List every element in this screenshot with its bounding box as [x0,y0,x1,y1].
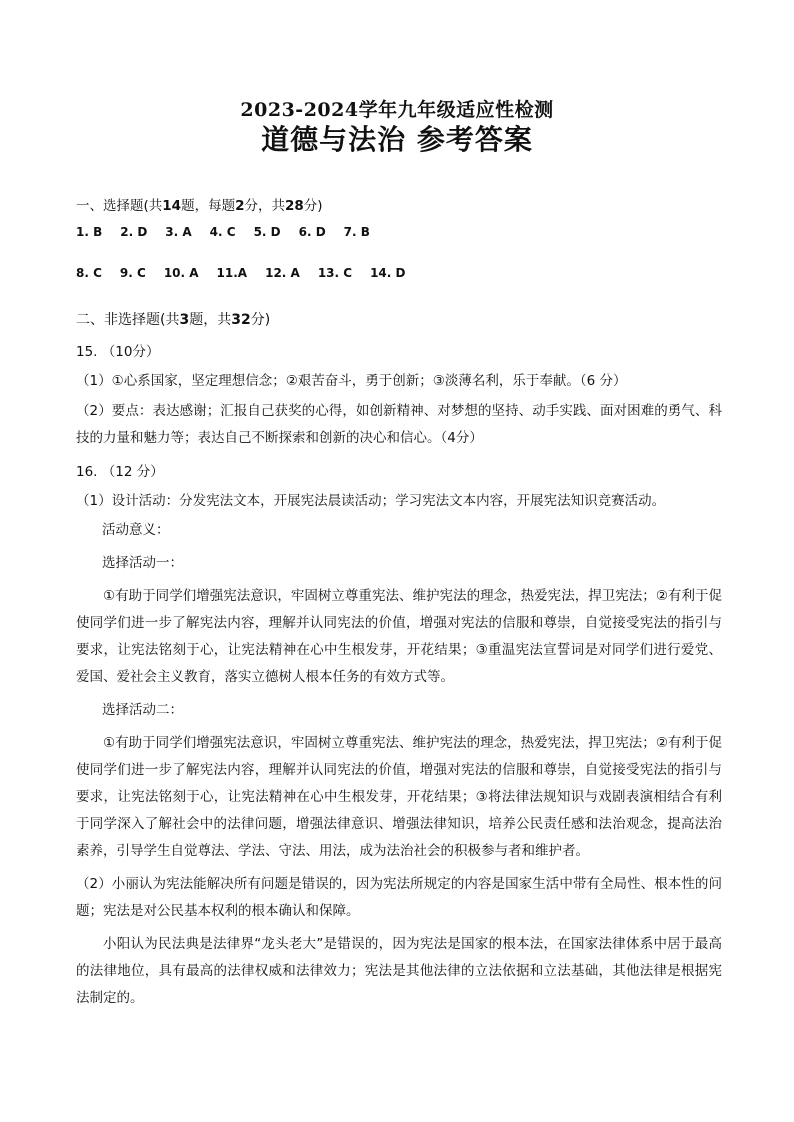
choice-answers-row-2 [76,264,722,283]
q15-part1: （1）①心系国家，坚定理想信念；②艰苦奋斗，勇于创新；③淡薄名利，乐于奉献。（6 分） [76,372,627,389]
answer-item: 8. C [76,265,102,280]
section1-heading: 一、选择题(共14题，每题2分，共28分) [76,198,323,214]
answer-item: 7. B [343,224,370,239]
answer-item: 13. C [317,265,353,280]
q16-number: 16. （12 分） [76,463,164,480]
answer-item: 6. D [298,224,326,239]
q16-option1-body: ①有助于同学们增强宪法意识，牢固树立尊重宪法、维护宪法的理念，热爱宪法，捍卫宪法；②有利于促使同学们进一步了解宪法内容，理解并认同宪法的价值，增强对宪法的信服和尊崇，自觉接受宪法的指引与要求，让宪法铭刻于心，让宪法精神在心中生根发芽，开花结果；③重温宪法宣誓词是对同学们进行爱党、爱国、爱社会主义教育，落实立德树人根本任务的有效方式等。 [76,588,722,686]
exam-year-title: 2023-2024学年九年级适应性检测 [240,99,554,121]
answer-item: 5. D [253,224,281,239]
q16-part2: （2）小丽认为宪法能解决所有问题是错误的，因为宪法所规定的内容是国家生活中带有全局性、根本性的问题；宪法是对公民基本权利的根本确认和保障。 [76,876,722,920]
choice-answers-row-1 [76,223,722,242]
q16-part1: （1）设计活动：分发宪法文本，开展宪法晨读活动；学习宪法文本内容，开展宪法知识竞赛活动。 [76,492,666,509]
answer-content [76,196,722,1012]
answer-item: 1. B [76,224,103,239]
answer-item: 11.A [216,265,248,280]
q16-option1-title: 选择活动一： [102,555,183,572]
q16-part3: 小阳认为民法典是法律界“龙头老大”是错误的，因为宪法是国家的根本法，在国家法律体系中居于最高的法律地位，具有最高的法律权威和法律效力；宪法是其他法律的立法依据和立法基础，其他法律是根据宪法制定的。 [76,936,722,1007]
answer-item: 12. A [265,265,300,280]
q15-part2: （2）要点：表达感谢；汇报自己获奖的心得，如创新精神、对梦想的坚持、动手实践、面对困难的勇气、科技的力量和魅力等；表达自己不断探索和创新的决心和信心。（4分） [76,402,722,446]
exam-subject-title: 道德与法治 参考答案 [261,123,533,156]
answer-item: 14. D [370,265,406,280]
answer-item: 10. A [163,265,199,280]
q15-number: 15. （10分） [76,343,160,360]
q16-meaning-label: 活动意义： [102,522,170,539]
answer-item: 9. C [119,265,146,280]
answer-item: 3. A [165,224,192,239]
answer-item: 2. D [120,224,148,239]
q16-option2-body: ①有助于同学们增强宪法意识，牢固树立尊重宪法、维护宪法的理念，热爱宪法，捍卫宪法；②有利于促使同学们进一步了解宪法内容，理解并认同宪法的价值，增强对宪法的信服和尊崇，自觉接受宪法的指引与要求，让宪法铭刻于心，让宪法精神在心中生根发芽，开花结果；③将法律法规知识与戏剧表演相结合有利于同学深入了解社会中的法律问题，增强法律意识、增强法律知识，培养公民责任感和法治观念，提高法治素养，引导学生自觉尊法、学法、守法、用法，成为法治社会的积极参与者和维护者。 [76,735,722,860]
q16-option2-title: 选择活动二： [102,702,183,719]
answer-item: 4. C [209,224,236,239]
section2-heading: 二、非选择题(共3题，共32分) [76,312,271,329]
